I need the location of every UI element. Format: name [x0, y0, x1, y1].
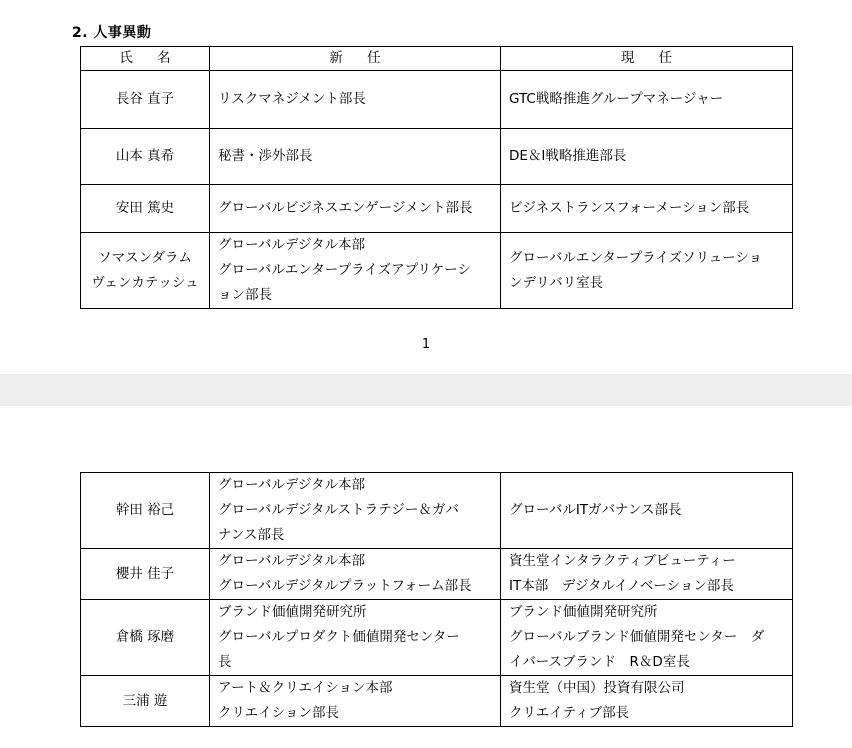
- personnel-table-page-2: [80, 472, 793, 727]
- table-row: [81, 71, 793, 129]
- current-position-cell: [501, 185, 793, 233]
- cell-text-line: グローバルデジタル本部: [218, 237, 366, 253]
- document-page-2: [0, 406, 852, 748]
- cell-text-line: グローバルデジタルストラテジー＆ガバ: [218, 502, 459, 518]
- cell-text-line: 倉橋 琢磨: [115, 629, 175, 645]
- cell-text-line: クリエイティブ部長: [509, 705, 630, 721]
- new-position-cell: [210, 600, 501, 676]
- current-position-cell: [501, 71, 793, 129]
- table-row: [81, 233, 793, 309]
- cell-text-line: 資生堂（中国）投資有限公司: [509, 680, 685, 696]
- cell-text-line: ビジネストランスフォーメーション部長: [509, 200, 750, 216]
- cell-text-line: ソマスンダラム: [98, 249, 192, 266]
- column-header-new-position: 新 任: [210, 47, 501, 71]
- cell-text-line: ブランド価値開発研究所: [218, 604, 367, 620]
- cell-text-line: 資生堂インタラクティブビューティー: [509, 553, 736, 569]
- cell-text-line: 長谷 直子: [115, 91, 175, 107]
- new-position-cell: [210, 549, 501, 600]
- new-position-cell: [210, 185, 501, 233]
- cell-text-line: アート＆クリエイション本部: [218, 680, 393, 696]
- name-cell: [81, 473, 210, 549]
- cell-text-line: グローバルエンタープライズアプリケーシ: [218, 262, 471, 278]
- name-cell: [81, 185, 210, 233]
- cell-text-line: クリエイション部長: [218, 705, 339, 721]
- new-position-cell: [210, 233, 501, 309]
- new-position-cell: [210, 676, 501, 727]
- cell-text-line: グローバルブランド価値開発センター ダ: [509, 629, 765, 645]
- current-position-cell: [501, 600, 793, 676]
- cell-text-line: グローバルITガバナンス部長: [509, 502, 682, 518]
- current-position-cell: [501, 676, 793, 727]
- name-cell: [81, 549, 210, 600]
- current-position-cell: [501, 549, 793, 600]
- cell-text-line: グローバルデジタル本部: [218, 553, 366, 569]
- cell-text-line: IT本部 デジタルイノベーション部長: [509, 578, 734, 594]
- column-header-current-position: 現 任: [501, 47, 793, 71]
- cell-text-line: イバースブランド R＆D室長: [509, 654, 690, 670]
- current-position-cell: [501, 233, 793, 309]
- name-cell: [81, 676, 210, 727]
- name-cell: [81, 233, 210, 309]
- table-row: [81, 676, 793, 727]
- section-heading: 2. 人事異動: [72, 25, 152, 41]
- cell-text-line: ンデリバリ室長: [509, 274, 604, 291]
- name-cell: [81, 71, 210, 129]
- page-number: 1: [421, 337, 431, 352]
- page-separator: [0, 374, 852, 406]
- cell-text-line: ヴェンカテッシュ: [91, 274, 199, 291]
- cell-text-line: ナンス部長: [218, 527, 285, 543]
- cell-text-line: 山本 真希: [115, 148, 175, 164]
- cell-text-line: グローバルデジタルプラットフォーム部長: [218, 578, 472, 594]
- table-row: [81, 600, 793, 676]
- cell-text-line: 秘書・渉外部長: [218, 148, 313, 164]
- name-cell: [81, 129, 210, 185]
- table-row: [81, 129, 793, 185]
- personnel-table-page-1: [80, 46, 793, 309]
- table-row: [81, 473, 793, 549]
- cell-text-line: ブランド価値開発研究所: [509, 604, 658, 620]
- table-row: [81, 185, 793, 233]
- cell-text-line: GTC戦略推進グループマネージャー: [509, 91, 724, 107]
- cell-text-line: 幹田 裕己: [115, 502, 175, 518]
- cell-text-line: 三浦 遊: [122, 692, 168, 709]
- new-position-cell: [210, 473, 501, 549]
- cell-text-line: 長: [218, 654, 232, 670]
- name-cell: [81, 600, 210, 676]
- new-position-cell: [210, 129, 501, 185]
- cell-text-line: 安田 篤史: [115, 200, 175, 216]
- column-header-name: 氏 名: [81, 47, 210, 71]
- cell-text-line: ョン部長: [218, 287, 272, 303]
- new-position-cell: [210, 71, 501, 129]
- current-position-cell: [501, 129, 793, 185]
- cell-text-line: グローバルエンタープライズソリューショ: [509, 249, 763, 266]
- cell-text-line: DE＆I戦略推進部長: [509, 148, 627, 164]
- cell-text-line: グローバルデジタル本部: [218, 477, 366, 493]
- cell-text-line: グローバルビジネスエンゲージメント部長: [218, 200, 473, 216]
- cell-text-line: 櫻井 佳子: [115, 565, 175, 582]
- cell-text-line: リスクマネジメント部長: [218, 91, 366, 107]
- table-header-row: [81, 47, 793, 71]
- cell-text-line: グローバルプロダクト価値開発センター: [218, 629, 460, 645]
- table-row: [81, 549, 793, 600]
- current-position-cell: [501, 473, 793, 549]
